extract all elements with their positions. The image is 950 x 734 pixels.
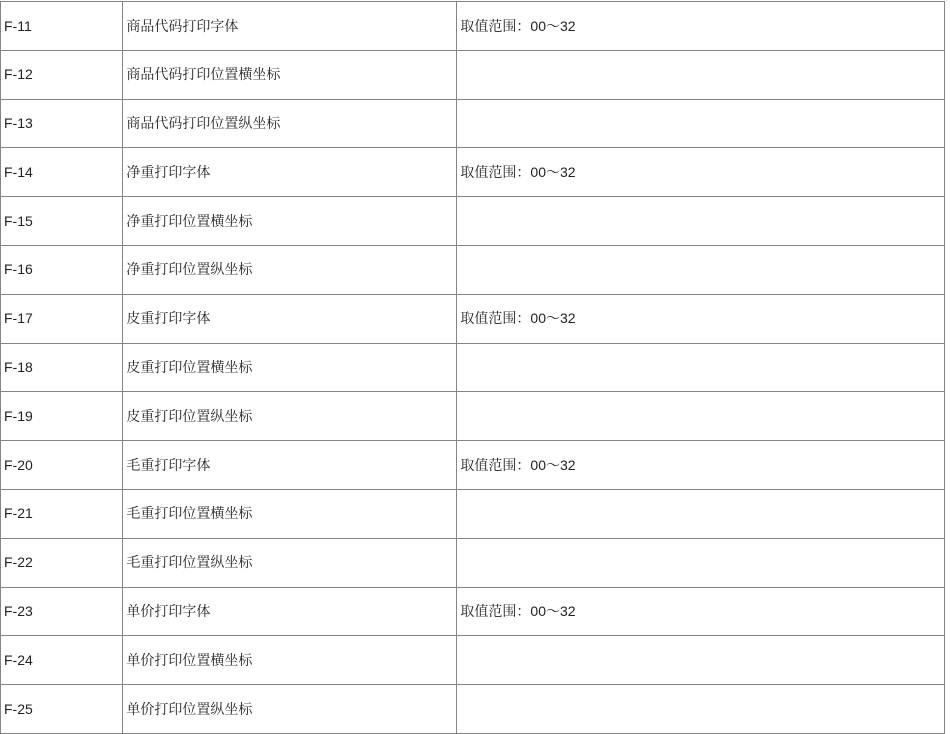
param-code-cell: F-14: [1, 148, 123, 197]
table-row: [1, 294, 945, 343]
param-code-cell: F-19: [1, 392, 123, 441]
param-desc-cell: 商品代码打印位置纵坐标: [123, 99, 457, 148]
param-range-cell: 取值范围：00～32: [457, 148, 945, 197]
param-desc-cell: 毛重打印位置横坐标: [123, 489, 457, 538]
table-row: [1, 538, 945, 587]
param-desc-cell: 净重打印位置纵坐标: [123, 245, 457, 294]
param-code-cell: F-16: [1, 245, 123, 294]
table-row: [1, 636, 945, 685]
param-range-cell: 取值范围：00～32: [457, 294, 945, 343]
param-desc-cell: 单价打印位置纵坐标: [123, 685, 457, 734]
table-row: [1, 148, 945, 197]
param-code-cell: F-15: [1, 197, 123, 246]
param-desc-cell: 单价打印字体: [123, 587, 457, 636]
param-code-cell: F-21: [1, 489, 123, 538]
param-desc-cell: 皮重打印位置横坐标: [123, 343, 457, 392]
param-code-cell: F-13: [1, 99, 123, 148]
param-code-cell: F-12: [1, 50, 123, 99]
param-code-cell: F-18: [1, 343, 123, 392]
param-range-cell: [457, 50, 945, 99]
parameter-table: [0, 1, 945, 734]
param-code-cell: F-17: [1, 294, 123, 343]
table-row: [1, 197, 945, 246]
param-desc-cell: 毛重打印位置纵坐标: [123, 538, 457, 587]
param-desc-cell: 单价打印位置横坐标: [123, 636, 457, 685]
param-desc-cell: 商品代码打印字体: [123, 2, 457, 51]
table-row: [1, 587, 945, 636]
param-range-cell: 取值范围：00～32: [457, 2, 945, 51]
param-code-cell: F-22: [1, 538, 123, 587]
param-code-cell: F-24: [1, 636, 123, 685]
param-desc-cell: 净重打印位置横坐标: [123, 197, 457, 246]
table-row: [1, 685, 945, 734]
param-range-cell: 取值范围：00～32: [457, 587, 945, 636]
table-row: [1, 50, 945, 99]
param-range-cell: [457, 197, 945, 246]
param-code-cell: F-11: [1, 2, 123, 51]
param-desc-cell: 商品代码打印位置横坐标: [123, 50, 457, 99]
table-row: [1, 245, 945, 294]
param-range-cell: [457, 343, 945, 392]
param-range-cell: [457, 489, 945, 538]
param-desc-cell: 毛重打印字体: [123, 441, 457, 490]
param-code-cell: F-23: [1, 587, 123, 636]
table-row: [1, 2, 945, 51]
param-code-cell: F-20: [1, 441, 123, 490]
param-range-cell: [457, 245, 945, 294]
table-row: [1, 489, 945, 538]
table-row: [1, 99, 945, 148]
param-desc-cell: 皮重打印位置纵坐标: [123, 392, 457, 441]
param-range-cell: 取值范围：00～32: [457, 441, 945, 490]
table-row: [1, 441, 945, 490]
table-row: [1, 343, 945, 392]
param-code-cell: F-25: [1, 685, 123, 734]
table-row: [1, 392, 945, 441]
param-range-cell: [457, 538, 945, 587]
param-range-cell: [457, 392, 945, 441]
param-desc-cell: 净重打印字体: [123, 148, 457, 197]
param-range-cell: [457, 636, 945, 685]
param-range-cell: [457, 685, 945, 734]
param-range-cell: [457, 99, 945, 148]
param-desc-cell: 皮重打印字体: [123, 294, 457, 343]
